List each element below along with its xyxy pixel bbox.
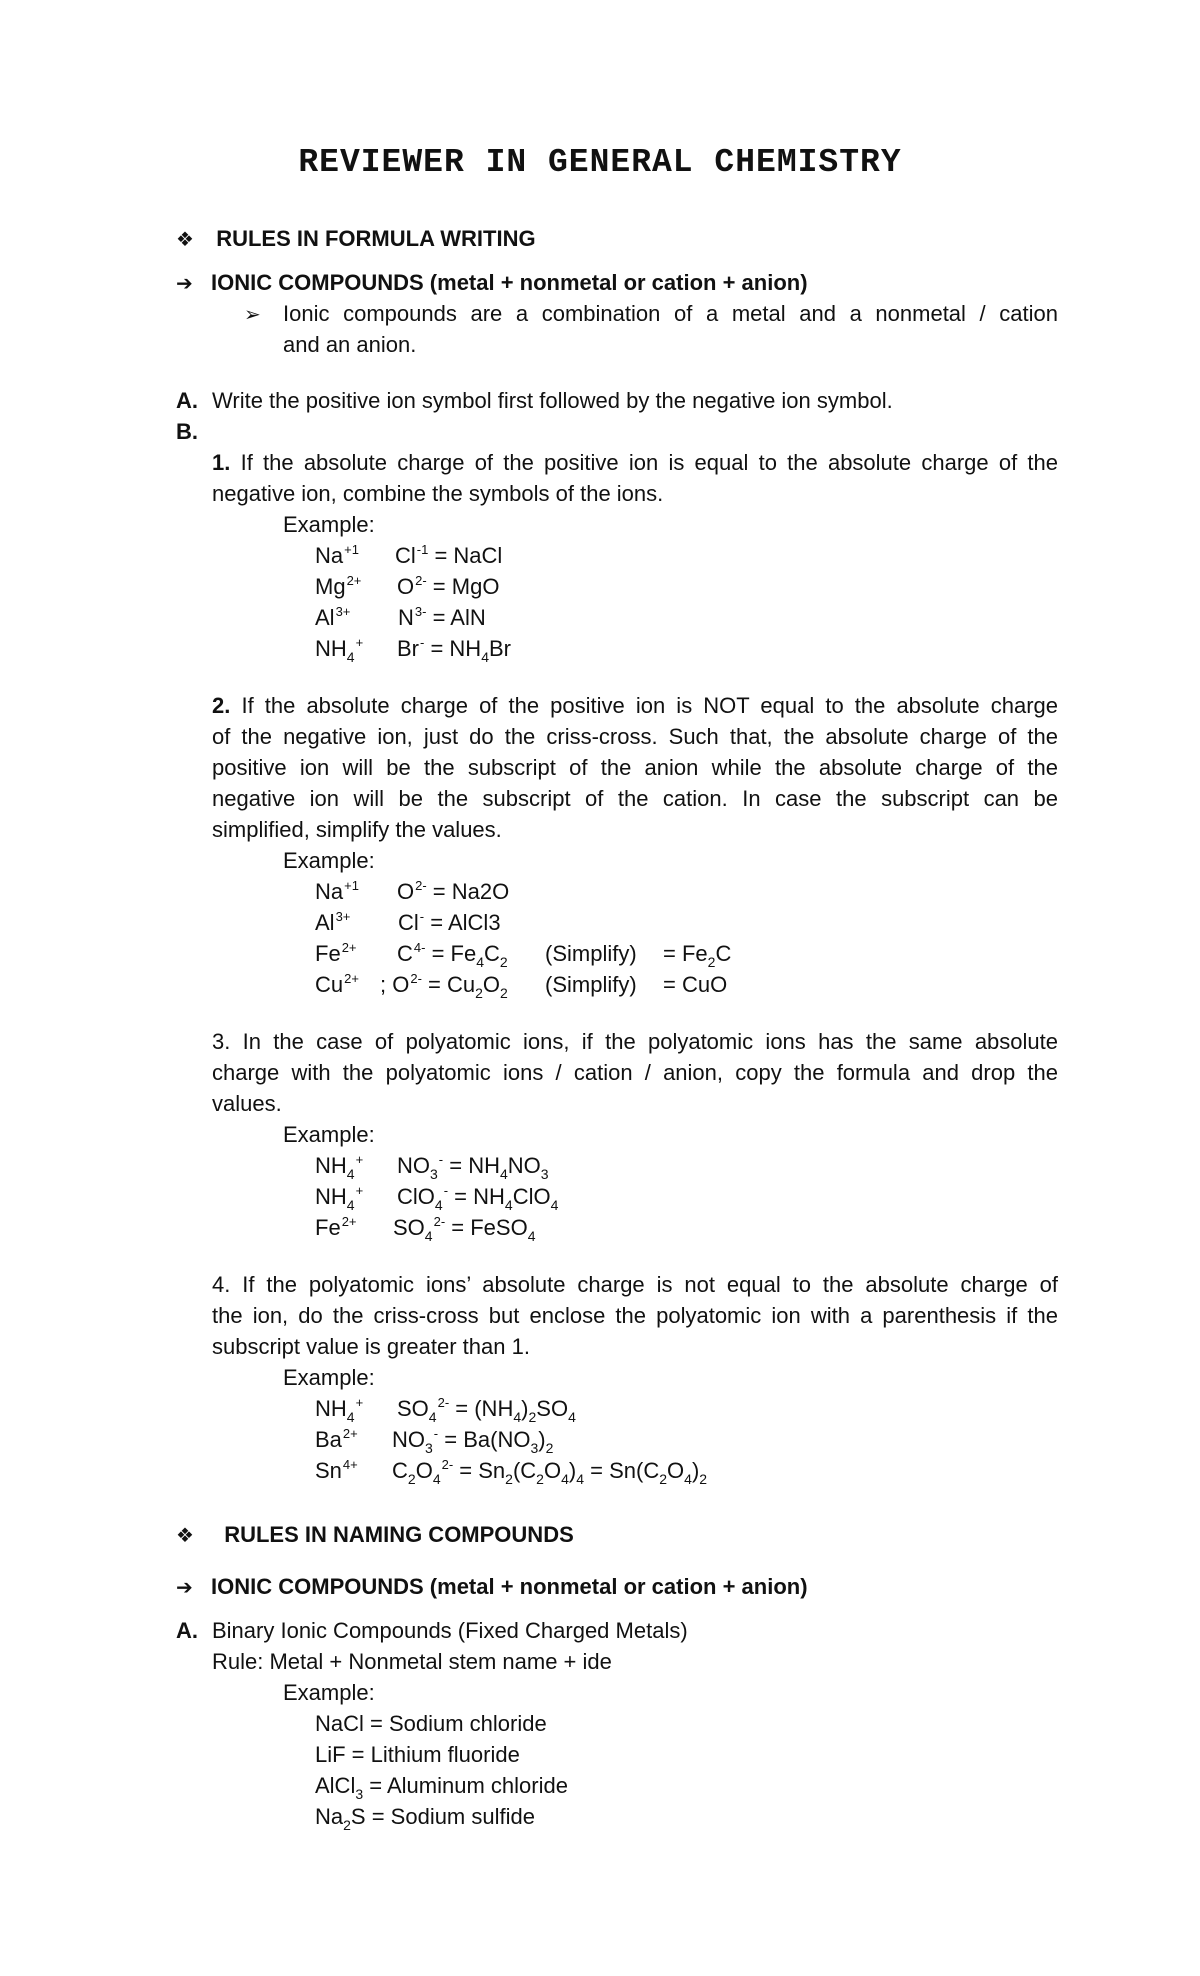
formula-row: $SO_4^{2-} = (NH_4)_2SO_4$ [397, 1395, 576, 1425]
formula-row: = $Fe_2C$ [663, 941, 732, 970]
example-label: Example: [283, 1680, 375, 1705]
rule2-line-5: simplified, simplify the values. [212, 817, 502, 842]
note-bullet-icon: ➢ [244, 304, 261, 326]
section-heading-naming-compounds: ❖ RULES IN NAMING COMPOUNDS [176, 1522, 574, 1547]
formula-row: $Al^{3+}$ [315, 909, 351, 935]
naming-example-2: LiF = Lithium fluoride [315, 1742, 520, 1767]
formula-row: $O^{2-}$ = MgO [397, 573, 500, 599]
formula-row: $O^{2-} = Na2O$ [397, 878, 510, 904]
formula-row: $Cl^{-1}$ = NaCl [395, 542, 503, 568]
naming-a-text: Binary Ionic Compounds (Fixed Charged Metals) [212, 1618, 688, 1643]
naming-example-4: $Na_2S$ = Sodium sulfide [315, 1804, 535, 1833]
formula-row: $Fe^{2+}$ [315, 1214, 357, 1240]
formula-row: $Fe^{2+}$ [315, 940, 357, 966]
rule-b-label: B. [176, 419, 198, 444]
rule2-line-2: of the negative ion, just do the criss-cross. Such that, the absolute charge of the [212, 724, 1058, 749]
formula-row: $NH_4^+$ [315, 1152, 364, 1182]
subheading-ionic-compounds: ➔ IONIC COMPOUNDS (metal + nonmetal or cation + anion) [176, 270, 808, 295]
example-label: Example: [283, 512, 375, 537]
note-line-2: and an anion. [283, 332, 417, 357]
formula-row: $Ba^{2+}$ [315, 1426, 358, 1452]
rule4-line-3: subscript value is greater than 1. [212, 1334, 530, 1359]
simplify-label: (Simplify) [545, 972, 637, 997]
rule4-line-2: the ion, do the criss-cross but enclose the polyatomic ion with a parenthesis if the [212, 1303, 1058, 1328]
formula-row: $Cu^{2+}$ [315, 971, 359, 997]
formula-row: ; $O^{2-} = Cu_2O_2$ [380, 971, 508, 1001]
naming-a-label: A. [176, 1618, 198, 1643]
formula-row: $Na^{+1}$ [315, 878, 359, 904]
formula-row: $N^{3-}$ = AlN [398, 604, 486, 630]
formula-row: $NH_4^+$ [315, 1395, 364, 1425]
subheading-ionic-compounds-naming: ➔ IONIC COMPOUNDS (metal + nonmetal or cation + anion) [176, 1574, 808, 1599]
section-heading-formula-writing: ❖ RULES IN FORMULA WRITING [176, 226, 536, 251]
rule1-line-2: negative ion, combine the symbols of the ions. [212, 481, 664, 506]
rule2-line-3: positive ion will be the subscript of the anion while the absolute charge of the [212, 755, 1058, 780]
formula-row: $Sn^{4+}$ [315, 1457, 358, 1483]
naming-rule: Rule: Metal + Nonmetal stem name + ide [212, 1649, 612, 1674]
formula-row: $C_2O_4^{2-} = Sn_2(C_2O_4)_4 = Sn(C_2O_4)_2$ [392, 1457, 708, 1487]
arrow-bullet-icon: ➔ [176, 1577, 193, 1599]
formula-row: $Na^{+1}$ [315, 542, 359, 568]
formula-row: = CuO [663, 972, 728, 997]
formula-row: $Mg^{2+}$ [315, 573, 362, 599]
formula-row: $C^{4-} = Fe_4C_2$ [397, 940, 508, 970]
rule2-line-4: negative ion will be the subscript of the cation. In case the subscript can be [212, 786, 1058, 811]
rule3-line-1: 3. In the case of polyatomic ions, if the polyatomic ions has the same absolute [212, 1029, 1058, 1054]
naming-example-3: AlCl$_3$ = Aluminum chloride [315, 1773, 568, 1802]
diamond-bullet-icon: ❖ [176, 229, 194, 251]
rule3-line-3: values. [212, 1091, 282, 1116]
simplify-label: (Simplify) [545, 941, 637, 966]
formula-row: $NH_4^+$ [315, 635, 364, 665]
arrow-bullet-icon: ➔ [176, 273, 193, 295]
formula-row: $SO_4^{2-}$ = FeSO$_4$ [393, 1214, 536, 1244]
formula-row: $NO_3^- = NH_4NO_3$ [397, 1152, 549, 1182]
rule-a-label: A. [176, 388, 198, 413]
diamond-bullet-icon: ❖ [176, 1525, 194, 1547]
formula-row: Cl- = AlCl3 [398, 909, 501, 935]
rule2-line-1: 2. If the absolute charge of the positive ion is NOT equal to the absolute charge [212, 693, 1058, 718]
formula-row: $ClO_4^- = NH_4ClO_4$ [397, 1183, 559, 1213]
note-line-1: Ionic compounds are a combination of a metal and a nonmetal / cation [283, 301, 1058, 326]
rule1-line-1: 1. If the absolute charge of the positive ion is equal to the absolute charge of the [212, 450, 1058, 475]
rule-a-text: Write the positive ion symbol first followed by the negative ion symbol. [212, 388, 893, 413]
page-title: REVIEWER IN GENERAL CHEMISTRY [298, 144, 902, 181]
formula-row: $Al^{3+}$ [315, 604, 351, 630]
formula-row: $NH_4^+$ [315, 1183, 364, 1213]
example-label: Example: [283, 848, 375, 873]
rule4-line-1: 4. If the polyatomic ions’ absolute charge is not equal to the absolute charge of [212, 1272, 1058, 1297]
naming-example-1: NaCl = Sodium chloride [315, 1711, 547, 1736]
rule3-line-2: charge with the polyatomic ions / cation / anion, copy the formula and drop the [212, 1060, 1058, 1085]
example-label: Example: [283, 1122, 375, 1147]
formula-row: $NO_3^- = Ba(NO_3)_2$ [392, 1426, 554, 1456]
example-label: Example: [283, 1365, 375, 1390]
formula-row: $Br^- = NH_4Br$ [397, 635, 511, 665]
